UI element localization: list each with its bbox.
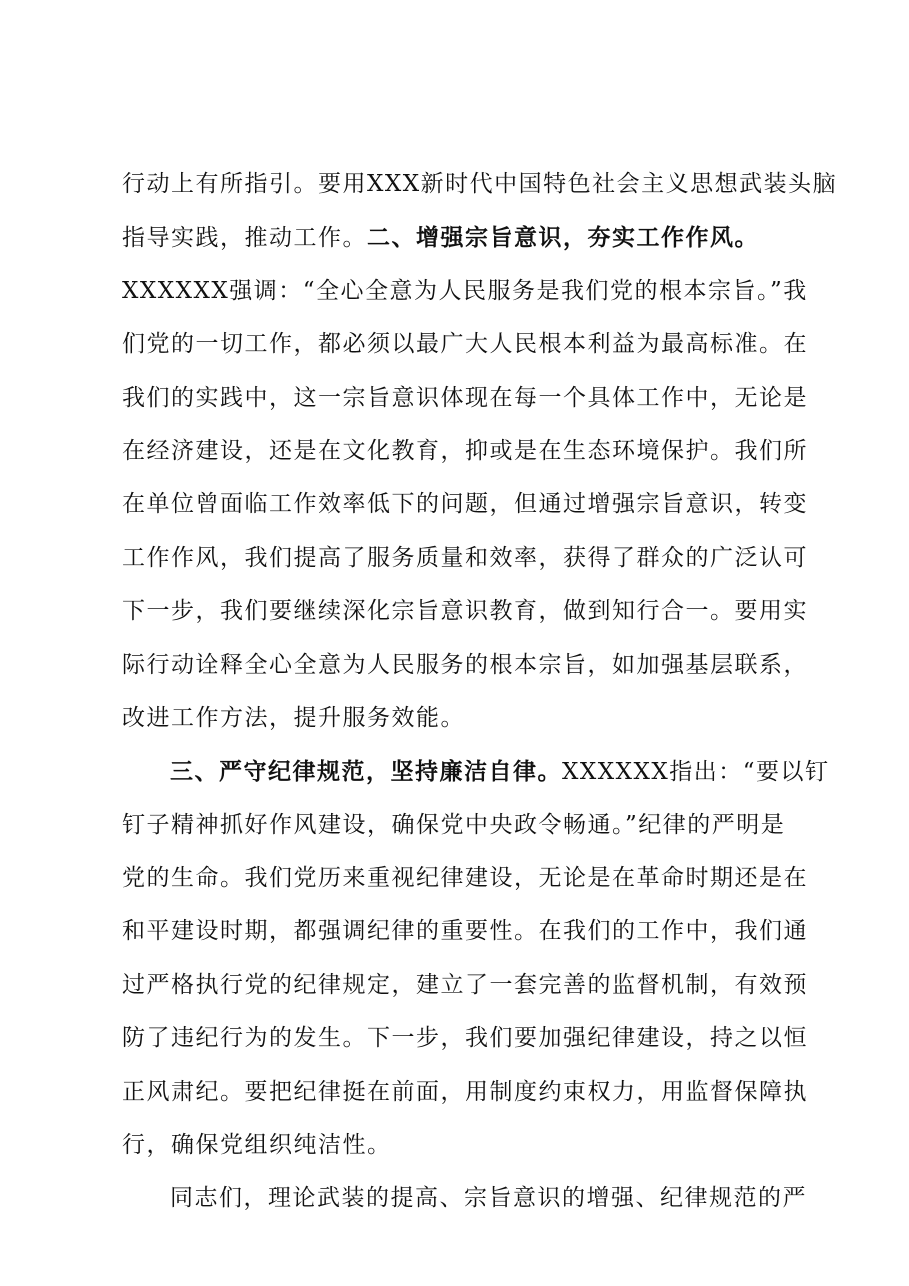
text-line <box>122 799 812 852</box>
text-run: 和平建设时期，都强调纪律的重要性。在我们的工作中，我们通 <box>122 918 808 945</box>
text-run: 际行动诠释全心全意为人民服务的根本宗旨，如加强基层联系， <box>122 651 808 678</box>
text-line <box>122 1172 812 1225</box>
body-text <box>122 158 838 1226</box>
text-run: 钉子精神抓好作风建设，确保党中央政令畅通。”纪律的严明是 <box>122 811 786 838</box>
text-line <box>122 318 812 371</box>
text-line <box>122 1012 812 1065</box>
text-run: 在单位曾面临工作效率低下的问题，但通过增强宗旨意识，转变 <box>122 491 808 518</box>
text-line <box>122 1066 812 1119</box>
text-run: XXXXXX强调：“全心全意为人民服务是我们党的根本宗旨。”我 <box>122 277 808 304</box>
text-run: 正风肃纪。要把纪律挺在前面，用制度约束权力，用监督保障执 <box>122 1078 808 1105</box>
text-line <box>122 585 812 638</box>
text-run: 行动上有所指引。要用XXX新时代中国特色社会主义思想武装头脑 <box>122 171 838 197</box>
text-line <box>122 639 812 692</box>
text-line <box>122 959 812 1012</box>
text-run: 在经济建设，还是在文化教育，抑或是在生态环境保护。我们所 <box>122 437 808 464</box>
text-line <box>122 425 812 478</box>
text-line <box>122 905 812 958</box>
section-heading-3: 三、严守纪律规范，坚持廉洁自律。 <box>170 758 562 786</box>
text-line <box>122 532 812 585</box>
text-run: XXXXXX指出：“要以钉 <box>562 759 830 786</box>
text-run: 党的生命。我们党历来重视纪律建设，无论是在革命时期还是在 <box>122 865 808 892</box>
text-line <box>122 692 812 745</box>
text-line <box>122 158 838 211</box>
text-run: 下一步，我们要继续深化宗旨意识教育，做到知行合一。要用实 <box>122 598 808 625</box>
text-run: 行，确保党组织纯洁性。 <box>122 1132 392 1159</box>
text-line <box>122 478 812 531</box>
text-run: 改进工作方法，提升服务效能。 <box>122 704 465 731</box>
text-line <box>122 265 812 318</box>
text-run: 指导实践，推动工作。 <box>122 225 367 252</box>
text-line <box>122 211 812 264</box>
text-run: 工作作风，我们提高了服务质量和效率，获得了群众的广泛认可 <box>122 544 808 571</box>
text-line <box>122 852 812 905</box>
text-run: 防了违纪行为的发生。下一步，我们要加强纪律建设，持之以恒 <box>122 1025 808 1052</box>
text-line <box>122 1119 812 1172</box>
section-heading-2: 二、增强宗旨意识，夯实工作作风。 <box>367 224 759 252</box>
text-run: 同志们，理论武装的提高、宗旨意识的增强、纪律规范的严 <box>170 1185 807 1212</box>
text-run: 们党的一切工作，都必须以最广大人民根本利益为最高标准。在 <box>122 331 808 358</box>
text-run: 我们的实践中，这一宗旨意识体现在每一个具体工作中，无论是 <box>122 384 808 411</box>
text-line <box>122 372 812 425</box>
text-line <box>122 745 830 798</box>
text-run: 过严格执行党的纪律规定，建立了一套完善的监督机制，有效预 <box>122 971 808 998</box>
